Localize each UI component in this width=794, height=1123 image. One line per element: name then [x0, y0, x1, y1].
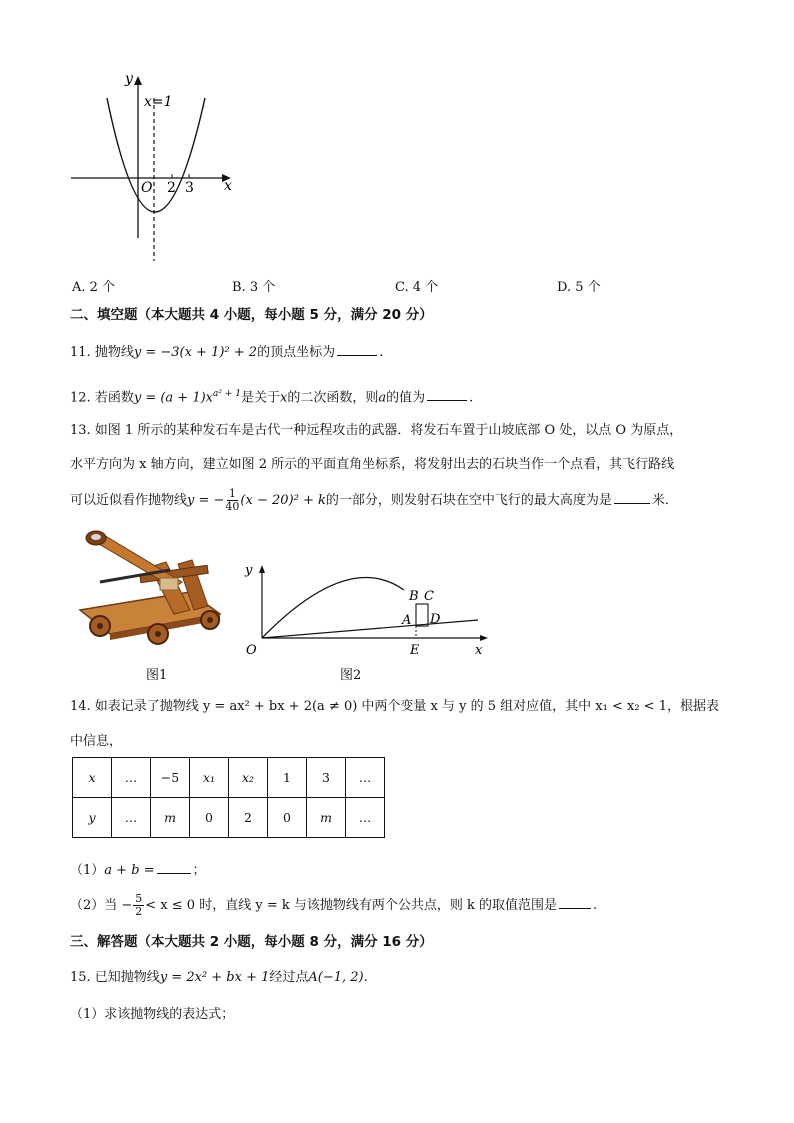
q12-mid: 是关于 — [240, 390, 280, 406]
table-cell: x — [73, 758, 112, 798]
value-table — [72, 757, 385, 838]
table-cell: −5 — [151, 758, 190, 798]
table-cell: … — [346, 798, 385, 838]
q13-formula: (x − 20)² + k — [240, 493, 326, 508]
q14-fraction — [133, 893, 144, 918]
option-a: A. 2 个 — [72, 280, 116, 295]
graph1-tick-3-label: 3 — [185, 180, 194, 196]
table-cell: x₁ — [190, 758, 229, 798]
q15-part-1: （1）求该抛物线的表达式； — [70, 1007, 235, 1022]
q12-exponent: a² + 1 — [213, 389, 241, 399]
q14-part-2 — [70, 893, 597, 919]
q12-answer-blank[interactable] — [427, 388, 467, 401]
fig2-label-c: C — [424, 589, 434, 604]
fig2-origin-label: O — [246, 643, 257, 658]
slope-line — [262, 620, 478, 638]
q13-fraction — [225, 488, 239, 513]
fig2-y-label: y — [245, 563, 253, 578]
rectangle-abcd — [416, 604, 428, 626]
graph1-x-label: x — [224, 178, 232, 194]
q14-line-2: 中信息， — [70, 734, 123, 749]
q14-line-1: 14. 如表记录了抛物线 y = ax² + bx + 2(a ≠ 0) 中两个变量 x 与 y 的 5 组对应值，其中 x₁ < x₂ < 1，根据表 — [70, 699, 719, 714]
option-b: B. 3 个 — [232, 280, 276, 295]
q13-frac-num: 1 — [228, 487, 236, 500]
q14-frac-den: 2 — [135, 905, 143, 918]
q14-part1-end: ； — [192, 863, 206, 878]
q15-end: . — [363, 970, 368, 985]
figure-1-caption: 图1 — [146, 668, 168, 683]
table-cell: … — [346, 758, 385, 798]
question-15 — [70, 969, 368, 987]
q11-pre: 抛物线 — [94, 345, 134, 360]
fig2-y-arrow — [259, 565, 265, 573]
q14-part2-pre: （2）当 − — [70, 898, 133, 913]
graph1-tick-2-label: 2 — [167, 180, 176, 196]
table-cell: 0 — [268, 798, 307, 838]
q14-frac-num: 5 — [135, 892, 143, 905]
q15-pre: 15. 已知抛物线 — [70, 970, 160, 985]
parabola-graph — [65, 68, 245, 268]
q12-end: . — [469, 390, 474, 406]
q14-part1-blank[interactable] — [157, 861, 191, 874]
q11-post: 的顶点坐标为 — [257, 345, 336, 360]
q12-pre: 若函数 — [94, 390, 134, 406]
question-12 — [70, 385, 473, 407]
q14-part1-pre: （1） — [70, 863, 105, 878]
table-cell: 2 — [229, 798, 268, 838]
q14-part-1 — [70, 861, 206, 880]
fig2-label-d: D — [430, 612, 441, 627]
graph1-symmetry-label: x=1 — [144, 94, 173, 110]
option-c: C. 4 个 — [395, 280, 439, 295]
fig2-label-b: B — [409, 589, 419, 604]
q13-line-3 — [70, 488, 678, 514]
q13-line3-pre: 可以近似看作抛物线 — [70, 493, 188, 508]
q13-line3-post: 的一部分，则发射石块在空中飞行的最大高度为是 — [325, 493, 612, 508]
q14-part2-end: . — [593, 898, 598, 913]
q13-answer-blank[interactable] — [614, 491, 650, 504]
q13-y-equals: y = − — [187, 493, 225, 508]
section2-heading: 二、填空题（本大题共 4 小题，每小题 5 分，满分 20 分） — [70, 307, 433, 323]
q14-part1-formula: a + b = — [104, 863, 155, 878]
catapult-illustration — [70, 522, 230, 647]
q12-var2: a — [378, 390, 387, 406]
graph1-origin-label: O — [141, 180, 153, 196]
table-cell: … — [112, 798, 151, 838]
table-row-y — [73, 798, 385, 838]
table-cell: m — [307, 798, 346, 838]
graph1-y-label: y — [125, 71, 133, 87]
q14-part2-blank[interactable] — [559, 896, 591, 909]
table-cell: x₂ — [229, 758, 268, 798]
q11-end: . — [379, 345, 384, 360]
q13-line-1: 13. 如图 1 所示的某种发石车是古代一种远程攻击的武器．将发石车置于山坡底部 O 处，以点 O 为原点， — [70, 423, 683, 438]
q11-answer-blank[interactable] — [337, 343, 377, 356]
question-11 — [70, 343, 383, 362]
q12-var: x — [279, 390, 288, 406]
q13-line3-end: 米． — [651, 493, 678, 508]
table-cell: y — [73, 798, 112, 838]
y-axis-arrow — [134, 76, 142, 85]
table-cell: 3 — [307, 758, 346, 798]
table-cell: … — [112, 758, 151, 798]
q12-formula: y = (a + 1)x — [133, 390, 213, 406]
trajectory-curve — [262, 578, 404, 639]
fig2-x-arrow — [480, 635, 488, 641]
q11-formula: y = −3(x + 1)² + 2 — [133, 345, 258, 360]
table-row-x — [73, 758, 385, 798]
trajectory-diagram — [238, 560, 493, 660]
q15-formula: y = 2x² + bx + 1 — [159, 970, 270, 985]
q14-part2-mid: < x ≤ 0 时，直线 y = k 与该抛物线有两个公共点，则 k 的取值范围是 — [145, 898, 557, 913]
q15-post: 经过点 — [269, 970, 309, 985]
q13-line-2: 水平方向为 x 轴方向，建立如图 2 所示的平面直角坐标系，将发射出去的石块当作一个点看，其飞行路线 — [70, 457, 675, 472]
q12-number: 12. — [70, 390, 91, 406]
table-cell: 1 — [268, 758, 307, 798]
option-d: D. 5 个 — [557, 280, 601, 295]
q15-point: A(−1, 2) — [308, 970, 364, 985]
q12-mid2: 的二次函数，则 — [287, 390, 379, 406]
figure-2-caption: 图2 — [340, 668, 362, 683]
q11-number: 11. — [70, 345, 91, 360]
table-cell: 0 — [190, 798, 229, 838]
q13-frac-den: 40 — [225, 500, 240, 513]
fig2-x-label: x — [475, 643, 483, 658]
q12-post: 的值为 — [386, 390, 426, 406]
table-cell: m — [151, 798, 190, 838]
fig2-label-e: E — [410, 643, 420, 658]
fig2-label-a: A — [402, 613, 412, 628]
section3-heading: 三、解答题（本大题共 2 小题，每小题 8 分，满分 16 分） — [70, 934, 433, 950]
